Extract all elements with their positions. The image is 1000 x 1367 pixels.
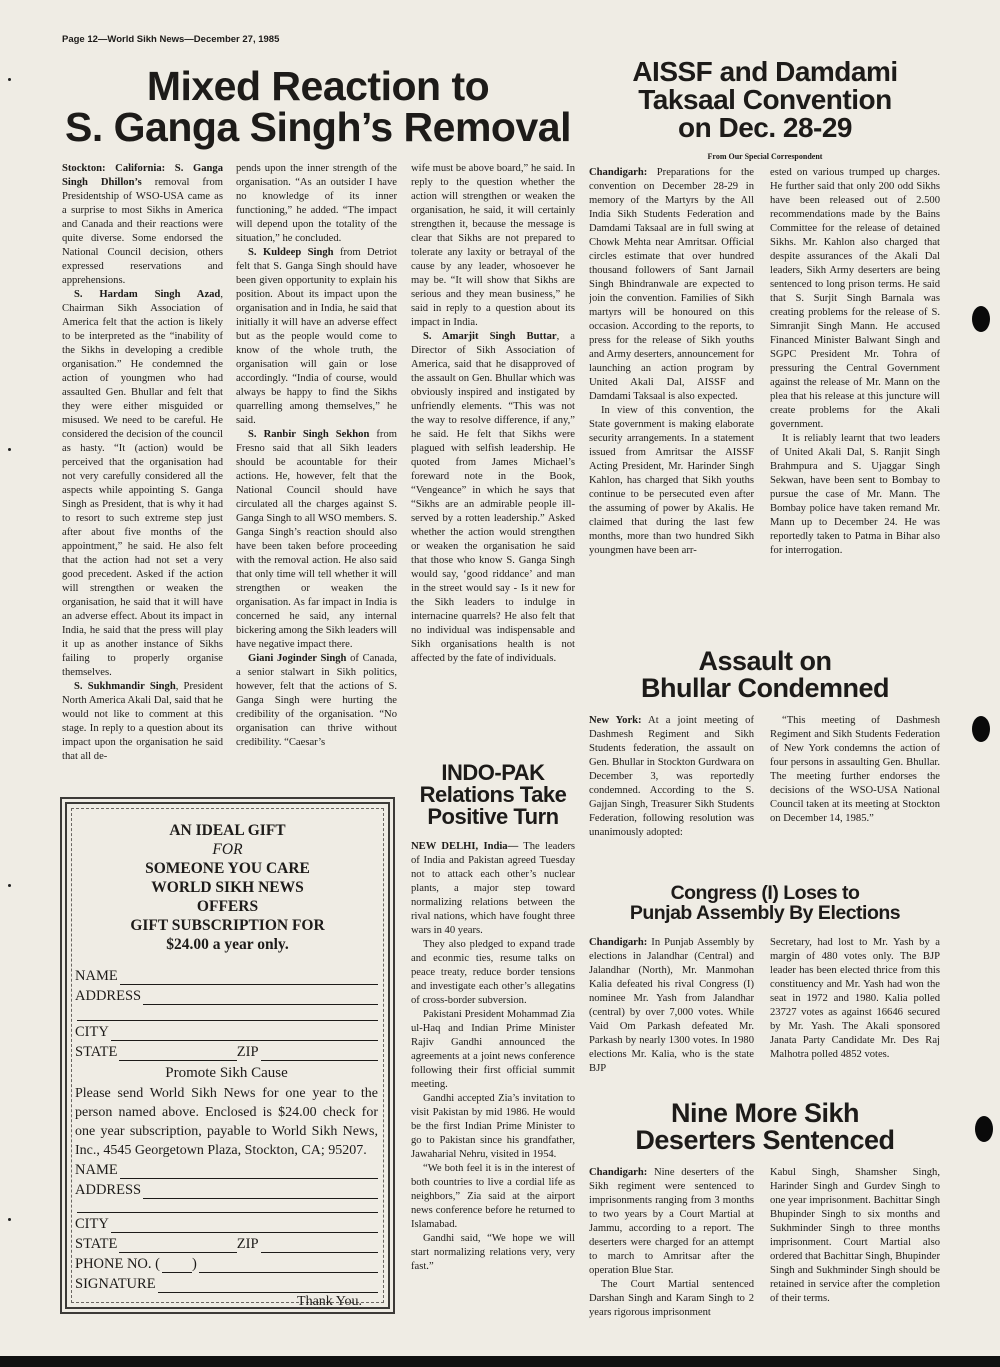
field-label: NAME: [75, 968, 118, 984]
speaker-name: S. Kuldeep Singh: [248, 247, 334, 258]
main-column-2: [236, 162, 397, 794]
indopak-headline-line-2: Relations Take: [419, 782, 567, 807]
speaker-name: S. Hardam Singh Azad: [74, 289, 221, 300]
congress-headline-line-1: Congress (I) Loses to: [670, 882, 860, 904]
paragraph: [770, 1166, 940, 1306]
indopak-column: [411, 840, 575, 1328]
paragraph-text: of Canada, a senior stalwart in Sikh politics, however, felt that the actions of S. Ganga Singh were hurting the credibility of the organisation. “No organisation can thrive without credibility. “Caesar’s: [236, 653, 397, 748]
fill-line[interactable]: [119, 1048, 236, 1061]
fill-line[interactable]: [77, 1200, 378, 1213]
congress-column-2: [770, 936, 940, 1090]
paragraph-text: , Chairman Sikh Association of America felt that the action is likely to be interpreted as the “inability of the Sikhs in developing a credible organisation.” He condemned the action of youngmen who had assaulted Gen. Bhullar and felt that they were either misguided or misused. We need to be careful. He considered the decision of the council as hasty. “It (action) would be perceived that the organisation had not very carefully considered all the aspects while appointing S. Ganga Singh as President, that is why it had to resort to such extreme step just after about five months of the appointment,” he said. He also felt that the action had not set a very good precedent. Asked if the action will strengthen or weaken the organisation, he said that it will have an adverse effect. About its impact in India, he said that the press will play it up as another instance of Sikhs failing to properly organise themselves.: [62, 289, 223, 678]
paragraph-text: Gandhi accepted Zia’s invitation to visit Pakistan by mid 1986. He would be the first Indian Prime Minister to go to Pakistan since his grandfather, Jawaharial Nehru, visited in 1954.: [411, 1093, 575, 1160]
paragraph: [770, 714, 940, 826]
deserters-headline-line-1: Nine More Sikh: [670, 1098, 860, 1128]
paragraph-text: Gandhi said, “We hope we will start normalizing relations very, very fast.”: [411, 1233, 575, 1272]
field-label: SIGNATURE: [75, 1276, 156, 1292]
paragraph-text: , President North America Akali Dal, said that he would not like to comment at this stage. In reply to a question about its impact upon the organisation he said that all de-: [62, 681, 223, 762]
paragraph-text: “This meeting of Dashmesh Regiment and Sikh Students Federation of New York condemns the action of four persons in assaulting Gen. Bhullar. The meeting further endorses the decisions of the WSO-USA National Council taken at its meeting at Stockton on December 14, 1985.”: [770, 715, 940, 824]
field-label: NAME: [75, 1162, 118, 1178]
aissf-column-2: [770, 166, 940, 630]
field-label: ADDRESS: [75, 988, 142, 1004]
gift-someone: SOMEONE YOU CARE: [145, 860, 310, 877]
bhullar-column-1: [589, 714, 754, 864]
paragraph-text: Secretary, had lost to Mr. Yash by a margin of 480 votes only. The BJP leader has been elected thrice from this constituency and Mr. Yash had won the seat in 1972 and 1980. Kalia polled 23727 votes as against 16646 secured by Mr. Yash. The Akali sponsored Janata Party Candidate Mr. Des Raj Malhotra polled 4852 votes.: [770, 937, 940, 1060]
running-head: Page 12—World Sikh News—December 27, 1985: [62, 34, 280, 45]
dateline: New York:: [589, 715, 642, 726]
gift-subscription-coupon: [60, 797, 395, 1314]
paragraph-text: removal from Presidentship of WSO-USA came as a surprise to most Sikhs in America and Canada and their reactions were quite diverse. Some endorsed the National Council decision, others expressed reservations and apprehensions.: [62, 177, 223, 286]
deserters-headline-line-2: Deserters Sentenced: [635, 1125, 895, 1155]
sender-signature-field[interactable]: [75, 1276, 378, 1293]
paragraph: [411, 1008, 575, 1092]
indopak-headline-line-3: Positive Turn: [427, 804, 559, 829]
paragraph: [62, 162, 223, 288]
paragraph-text: ested on various trumped up charges. He further said that only 200 odd Sikhs have been released out of 2.500 recommendations made by the Bains Committee for the release of detained Sikhs. Mr. Kahlon also charged that despite assurances of the Akali Dal leaders, Sikh Army deserters are being sentenced to long prison terms. He said that S. Surjit Singh Barnala was creating problems for the release of S. Simranjit Singh Mann. He accused Financed Minister Balwant Singh and SGPC President Mr. Tohra of pressuring the Central Government against the release of Mr. Mann on the plea that his release at this juncture will create problems for the Akali government.: [770, 167, 940, 430]
field-label: STATE: [75, 1236, 118, 1252]
fill-line[interactable]: [120, 972, 378, 985]
paragraph-text: Preparations for the convention on December 28-29 in memory of the Martyrs by the All India Sikh Students Federation and Damdami Taksaal are in full swing at Chowk Mehta near Amritsar. Official circles estimate that over hundred thousand followers of Sant Jarnail Singh Bhindranwale are expected to join the convention. Families of Sikh martyrs will be honoured on this occasion. According to the reports, to press for the release of Sikh youths and Army deserters, announcement for launching an action program by United Akali Dal, AISSF and Damdami Taksaal is also expected.: [589, 167, 754, 402]
paragraph: [62, 680, 223, 764]
congress-headline: [590, 884, 940, 923]
aissf-headline: [600, 58, 930, 142]
deserters-column-2: [770, 1166, 940, 1338]
paragraph-text: pends upon the inner strength of the organisation. “As an outsider I have no knowledge of its inner functioning,” he added. “The impact will depend upon the totality of the situation,” he concluded.: [236, 163, 397, 244]
main-headline-line-2: S. Ganga Singh’s Removal: [65, 104, 571, 150]
fill-line[interactable]: [77, 1008, 378, 1021]
edge-mark: [8, 448, 11, 451]
congress-column-1: [589, 936, 754, 1090]
speaker-name: Giani Joginder Singh: [248, 653, 347, 664]
sender-address-field[interactable]: [75, 1182, 378, 1199]
bhullar-headline: [600, 648, 930, 702]
paragraph: [236, 652, 397, 750]
binder-hole-middle: [972, 716, 990, 742]
congress-headline-line-2: Punjab Assembly By Elections: [629, 901, 901, 924]
field-label: ZIP: [236, 1236, 259, 1252]
promote-cause: Promote Sikh Cause: [165, 1065, 288, 1081]
bhullar-column-2: [770, 714, 940, 864]
fill-line[interactable]: [120, 1166, 378, 1179]
field-label: CITY: [75, 1216, 109, 1232]
paragraph-text: Pakistani President Mohammad Zia ul-Haq and Indian Prime Minister Rajiv Gandhi announced the agreements at a joint news conference following their first official summit meeting.: [411, 1009, 575, 1090]
paragraph-text: , a Director of Sikh Association of America, said that he disapproved of the assault on Gen. Bhullar which was obviously inspired and instigated by unfriendly elements. “This was not the way to resolve difference, if any,” he said. He felt that Sikhs were plagued with selfish leadership. He quoted from James Michael’s foreward note in the Book, “Vengeance” in which he says that “Sikhs are an admirable people ill-served by a rotten leadership.” Asked whether the action would strengthen or weaken the organisation he said that those who know S. Ganga Singh would say, ‘good riddance’ and man in the street would say - Is it new for the Sikh leaders to indulge in internacine quarrels? He also felt that no individual was indispensable and Sikh organisations health is not affected by the fate of individuals.: [411, 331, 575, 664]
paragraph: [589, 936, 754, 1076]
fill-line[interactable]: [199, 1260, 378, 1273]
indopak-headline: [409, 762, 577, 828]
paragraph: [411, 162, 575, 330]
aissf-headline-line-1: AISSF and Damdami: [632, 56, 898, 87]
gift-publication: WORLD SIKH NEWS: [151, 879, 304, 896]
fill-line[interactable]: [261, 1240, 378, 1253]
paragraph: [411, 938, 575, 1008]
main-column-1: [62, 162, 223, 794]
paragraph-text: It is reliably learnt that two leaders of United Akali Dal, S. Ranjit Singh Brahmpura and S. Ujaggar Singh Sekwan, have been sent to Bombay to pursue the case of Mr. Mann. The Bombay police have taken remand Mr. Mann up to December 24. He was reportedly taken to Patma in Bihar also for interrogation.: [770, 433, 940, 556]
field-label: PHONE NO. (: [75, 1256, 160, 1272]
paragraph: [589, 166, 754, 404]
recipient-name-field[interactable]: [75, 968, 378, 985]
paragraph: [589, 404, 754, 558]
paragraph-text: from Detriot felt that S. Ganga Singh should have been given opportunity to explain his position. About its impact upon the organisation and in India, he said that initially it will have an adverse effect but as the people would come to know of the whole truth, the organisation will gain or lose accordingly. “India of course, would always be happy to find the Sikhs quarrelling among themselves,” he said.: [236, 247, 397, 426]
paragraph: [411, 1092, 575, 1162]
paragraph: [411, 330, 575, 666]
paragraph: [770, 166, 940, 432]
paragraph: [236, 246, 397, 428]
field-label: CITY: [75, 1024, 109, 1040]
deserters-headline: [600, 1100, 930, 1154]
aissf-column-1: [589, 166, 754, 630]
paragraph: [589, 1166, 754, 1278]
paragraph-text: At a joint meeting of Dashmesh Regiment and Sikh Students federation, the assault on Gen. Bhullar in Stockton Gurdwara on December 3, was reportedly condemned. According to the S. Gajjan Singh, Treasurer Sikh Students Federation, following resolution was unanimously adopted:: [589, 715, 754, 838]
paragraph-text: Nine deserters of the Sikh regiment were sentenced to imprisonments ranging from 3 months to two years by a Court Martial at Jammu, according to a report. The deserters were charged for an attempt to march to Amritsar after the operation Blue Star.: [589, 1167, 754, 1276]
paragraph-text: The leaders of India and Pakistan agreed Tuesday not to attack each other’s nuclear plants, a major step toward normalizing relations between the rival nations, which have fought three wars in 40 years.: [411, 841, 575, 936]
fill-line[interactable]: [111, 1220, 378, 1233]
gift-offers: OFFERS: [196, 898, 259, 915]
sender-address-line-2[interactable]: [75, 1200, 378, 1213]
paragraph: [770, 936, 940, 1062]
sender-name-field[interactable]: [75, 1162, 378, 1179]
fill-line[interactable]: [143, 992, 378, 1005]
field-label: ZIP: [236, 1044, 259, 1060]
paragraph-text: In view of this convention, the State government is making elaborate security arrangements. In a statement issued from Amritsar the AISSF Acting President, Mr. Harinder Singh Kahlon, has charged that Sikh youths continue to be persecuted even after the assuming of power by Akalis. He claimed that during the last few months, more than two hundred Sikh youngmen have been arr-: [589, 405, 754, 556]
binder-hole-top: [972, 306, 990, 332]
aissf-headline-line-2: Taksaal Convention: [638, 84, 892, 115]
gift-heading: [67, 821, 388, 954]
fill-line[interactable]: [111, 1028, 378, 1041]
recipient-city-field[interactable]: [75, 1024, 378, 1041]
indopak-headline-line-1: INDO-PAK: [441, 760, 545, 785]
area-code-line[interactable]: [162, 1260, 192, 1273]
edge-mark: [8, 1218, 11, 1221]
paragraph: [411, 1162, 575, 1232]
main-headline-line-1: Mixed Reaction to: [146, 63, 490, 109]
field-label: ADDRESS: [75, 1182, 142, 1198]
binder-hole-bottom: [975, 1116, 993, 1142]
field-label: STATE: [75, 1044, 118, 1060]
paragraph-text: from Fresno said that all Sikh leaders should be acountable for their actions. He, however, felt that the National Council should have circulated all the charges against S. Ganga Singh to all WSO members. S. Ganga Singh’s reaction should also have been taken before proceeding with the removal action. He also said that only time will tell whether it will strengthen or weaken the organisation. As far impact in India is concerned he said, any internal bickering among the Sikh leaders will have negative impact there.: [236, 429, 397, 650]
deserters-column-1: [589, 1166, 754, 1338]
sender-state-zip-field[interactable]: [75, 1236, 378, 1253]
dateline: Chandigarh:: [589, 1167, 648, 1178]
field-label: ): [191, 1256, 197, 1272]
paragraph-text: The Court Martial sentenced Darshan Singh and Karam Singh to 2 years rigorous imprisonment: [589, 1279, 754, 1318]
recipient-state-zip-field[interactable]: [75, 1044, 378, 1061]
edge-mark: [8, 78, 11, 81]
dateline: Chandigarh:: [589, 937, 648, 948]
paragraph: [589, 714, 754, 840]
dateline: Stockton: California: S. Ganga Singh Dhillon’s: [62, 163, 223, 188]
paragraph: [411, 1232, 575, 1274]
fill-line[interactable]: [143, 1186, 378, 1199]
subscription-instructions: Please send World Sikh News for one year to the person named above. Enclosed is $24.00 check for one year subscription, payable to World Sikh News, Inc., 4545 Georgetown Plaza, Stockton, CA; 95207.: [75, 1086, 378, 1158]
fill-line[interactable]: [119, 1240, 236, 1253]
gift-title: AN IDEAL GIFT: [169, 822, 286, 839]
paragraph: [236, 428, 397, 652]
sender-phone-field[interactable]: [75, 1256, 378, 1273]
paragraph-text: In Punjab Assembly by elections in Jalandhar (Central) and Jalandhar (North), Mr. Manmohan Kalia defeated his rival Congress (I) nominee Mr. Yash from Jalandhar (central) by over 7,000 votes. While Vaid Om Parkash defeated Mr. Parkash by nearly 1300 votes. In 1980 elections Mr. Kalia, who is the state BJP: [589, 937, 754, 1074]
paragraph-text: wife must be above board,” he said. In reply to the question whether the action will strengthen or weaken the organisation, he said, it will certainly strengthen it, because the message is clear that Sikhs are not prepared to tolerate any laxity or betrayal of the cause by any leader, whosoever he may be. “It will show that Sikhs are serious and they mean business,” he said in reply to a question about its impact in India.: [411, 163, 575, 328]
edge-mark: [8, 884, 11, 887]
speaker-name: S. Sukhmandir Singh: [74, 681, 176, 692]
aissf-byline: From Our Special Correspondent: [707, 152, 823, 161]
thank-you: Thank You.: [297, 1294, 362, 1309]
aissf-headline-line-3: on Dec. 28-29: [677, 112, 853, 143]
gift-for: FOR: [212, 841, 243, 858]
bhullar-headline-line-2: Bhullar Condemned: [640, 673, 889, 703]
paragraph: [236, 162, 397, 246]
speaker-name: S. Amarjit Singh Buttar: [423, 331, 557, 342]
dateline: Chandigarh:: [589, 167, 648, 178]
paragraph-text: “We both feel it is in the interest of both countries to live a cordial life as neighbors,” Zia said at the airport news conference before he returned to Islamabad.: [411, 1163, 575, 1230]
sender-city-field[interactable]: [75, 1216, 378, 1233]
fill-line[interactable]: [261, 1048, 378, 1061]
paragraph: [411, 840, 575, 938]
paragraph-text: Kabul Singh, Shamsher Singh, Harinder Singh and Gurdev Singh to one year imprisonment. Bachittar Singh Bhupinder Singh to six months and Sukhminder Singh to three months imprisonment. Court Martial also ordered that Bachittar Singh, Bhupinder Singh and Sukhminder Singh should be retained in service after the completion of their terms.: [770, 1167, 940, 1304]
recipient-address-line-2[interactable]: [75, 1008, 378, 1021]
paragraph-text: They also pledged to expand trade and econmic ties, resume talks on peace treaty, reduce border tensions and investigate each other’s allegatins of cross-border subversion.: [411, 939, 575, 1006]
dateline: NEW DELHI, India—: [411, 841, 519, 852]
paragraph: [770, 432, 940, 558]
paragraph: [589, 1278, 754, 1320]
main-column-3: [411, 162, 575, 740]
speaker-name: S. Ranbir Singh Sekhon: [248, 429, 370, 440]
scan-bottom-edge: [0, 1356, 1000, 1367]
bhullar-headline-line-1: Assault on: [698, 646, 832, 676]
paragraph: [62, 288, 223, 680]
main-headline: [58, 63, 578, 150]
gift-price: $24.00 a year only.: [166, 936, 289, 953]
recipient-address-field[interactable]: [75, 988, 378, 1005]
gift-subscription-for: GIFT SUBSCRIPTION FOR: [130, 917, 325, 934]
